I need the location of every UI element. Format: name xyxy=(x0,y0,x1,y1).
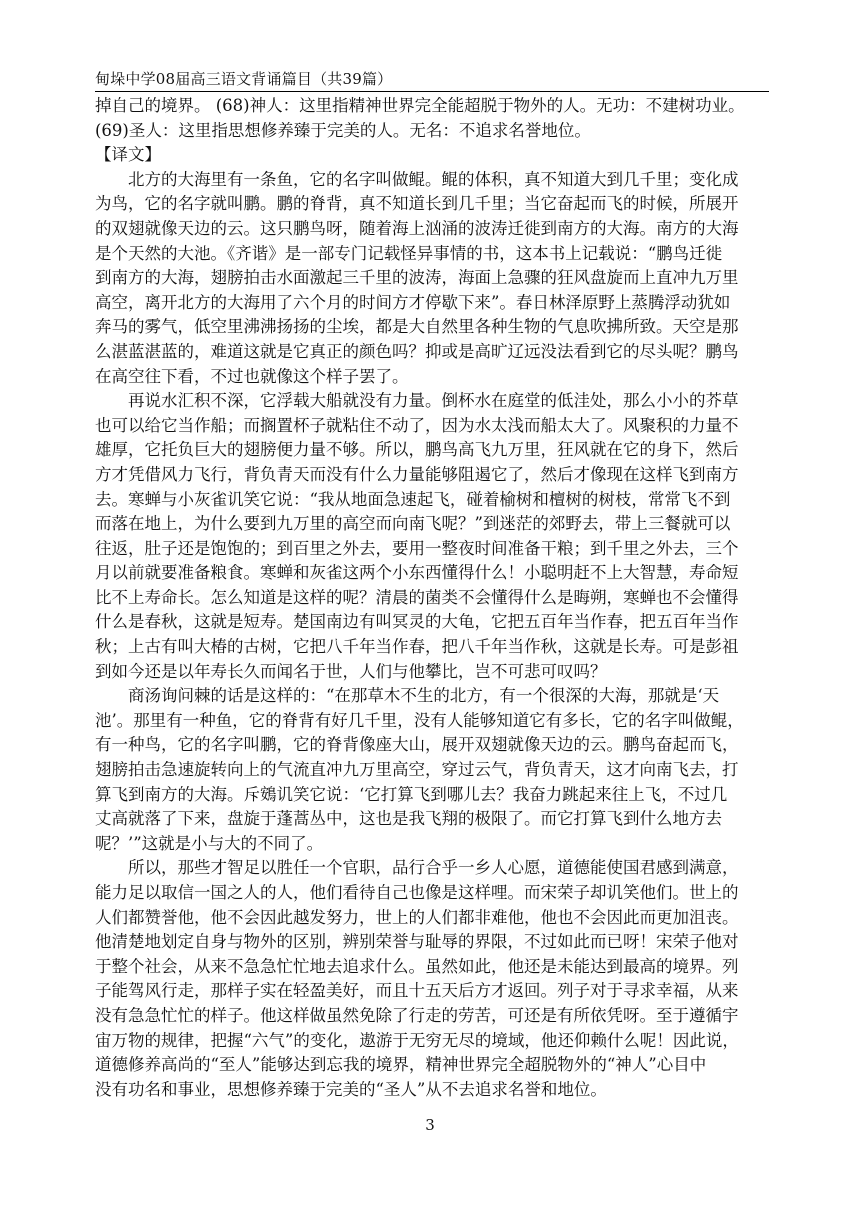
text-line: 再说水汇积不深，它浮载大船就没有力量。倒杯水在庭堂的低洼处，那么小小的芥草 xyxy=(128,391,739,411)
text-line: 方才凭借风力飞行，背负青天而没有什么力量能够阻遏它了，然后才像现在这样飞到南方 xyxy=(95,464,739,484)
text-line: 没有急急忙忙的样子。他这样做虽然免除了行走的劳苦，可还是有所依凭呀。至于遵循宇 xyxy=(95,1005,739,1025)
page-header: 甸垛中学08届高三语文背诵篇目（共39篇） xyxy=(95,70,393,88)
text-line: 到如今还是以年寿长久而闻名于世，人们与他攀比，岂不可悲可叹吗？ xyxy=(95,661,607,681)
text-line: 掉自己的境界。 (68)神人：这里指精神世界完全能超脱于物外的人。无功：不建树功业。 xyxy=(95,96,745,115)
text-line: 雄厚，它托负巨大的翅膀便力量不够。所以，鹏鸟高飞九万里，狂风就在它的身下，然后 xyxy=(95,440,739,460)
text-line: 于整个社会，从来不急急忙忙地去追求什么。虽然如此，他还是未能达到最高的境界。列 xyxy=(95,956,739,976)
header-rule xyxy=(95,91,769,92)
text-line: 翅膀拍击急速旋转向上的气流直冲九万里高空，穿过云气，背负青天，这才向南飞去，打 xyxy=(95,760,739,780)
text-line: 去。寒蝉与小灰雀讥笑它说：“我从地面急速起飞，碰着榆树和檀树的树枝，常常飞不到 xyxy=(95,489,731,509)
text-line: 他清楚地划定自身与物外的区别，辨别荣誉与耻辱的界限，不过如此而已呀！宋荣子他对 xyxy=(95,932,739,952)
text-line: 有一种鸟，它的名字叫鹏，它的脊背像座大山，展开双翅就像天边的云。鹏鸟奋起而飞， xyxy=(95,735,739,755)
section-heading: 【译文】 xyxy=(95,145,161,165)
text-line: 没有功名和事业，思想修养臻于完美的“圣人”从不去追求名誉和地位。 xyxy=(95,1079,607,1099)
text-line: 呢？’”这就是小与大的不同了。 xyxy=(95,833,324,853)
page-number: 3 xyxy=(425,1116,435,1134)
text-line: 是个天然的大池。《齐谐》是一部专门记载怪异事情的书，这本书上记载说：“鹏鸟迁徙 xyxy=(95,243,723,263)
text-line: 池’。那里有一种鱼，它的脊背有好几千里，没有人能够知道它有多长，它的名字叫做鲲， xyxy=(95,710,744,730)
text-line: 到南方的大海，翅膀拍击水面激起三千里的波涛，海面上急骤的狂风盘旋而上直冲九万里 xyxy=(95,268,739,288)
text-line: 也可以给它当作船；而搁置杯子就粘住不动了，因为水太浅而船太大了。风聚积的力量不 xyxy=(95,415,739,435)
text-line: 人们都赞誉他，他不会因此越发努力，世上的人们都非难他，他也不会因此而更加沮丧。 xyxy=(95,907,739,927)
text-line: 比不上寿命长。怎么知道是这样的呢？清晨的菌类不会懂得什么是晦朔，寒蝉也不会懂得 xyxy=(95,587,739,607)
text-line: 北方的大海里有一条鱼，它的名字叫做鲲。鲲的体积，真不知道大到几千里；变化成 xyxy=(128,169,739,189)
text-line: 宙万物的规律，把握“六气”的变化，遨游于无穷无尽的境域，他还仰赖什么呢！因此说， xyxy=(95,1030,739,1050)
text-line: 什么是春秋，这就是短寿。楚国南边有叫冥灵的大龟，它把五百年当作春，把五百年当作 xyxy=(95,612,739,632)
document-body xyxy=(95,94,775,1102)
text-line: 月以前就要准备粮食。寒蝉和灰雀这两个小东西懂得什么！小聪明赶不上大智慧，寿命短 xyxy=(95,563,739,583)
text-line: 丈高就落了下来，盘旋于蓬蒿丛中，这也是我飞翔的极限了。而它打算飞到什么地方去 xyxy=(95,809,722,829)
text-line: 在高空往下看，不过也就像这个样子罢了。 xyxy=(95,366,409,386)
text-line: 而落在地上，为什么要到九万里的高空而向南飞呢？”到迷茫的郊野去，带上三餐就可以 xyxy=(95,514,731,534)
text-line: 能力足以取信一国之人的人，他们看待自己也像是这样哩。而宋荣子却讥笑他们。世上的 xyxy=(95,883,739,902)
text-line: 为鸟，它的名字就叫鹏。鹏的脊背，真不知道长到几千里；当它奋起而飞的时候，所展开 xyxy=(95,194,739,214)
text-line: 往返，肚子还是饱饱的；到百里之外去，要用一整夜时间准备干粮；到千里之外去，三个 xyxy=(95,538,739,558)
text-line: 所以，那些才智足以胜任一个官职，品行合乎一乡人心愿，道德能使国君感到满意， xyxy=(128,858,739,878)
text-line: 的双翅就像天边的云。这只鹏鸟呀，随着海上汹涌的波涛迁徙到南方的大海。南方的大海 xyxy=(95,218,739,238)
text-line: 算飞到南方的大海。斥鴳讥笑它说：‘它打算飞到哪儿去？我奋力跳起来往上飞，不过几 xyxy=(95,784,728,804)
text-line: 商汤询问棘的话是这样的：“在那草木不生的北方，有一个很深的大海，那就是‘天 xyxy=(128,686,720,706)
text-line: 秋；上古有叫大椿的古树，它把八千年当作春，把八千年当作秋，这就是长寿。可是彭祖 xyxy=(95,637,739,657)
text-line: (69)圣人：这里指思想修养臻于完美的人。无名：不追求名誉地位。 xyxy=(95,120,591,140)
text-line: 高空，离开北方的大海用了六个月的时间方才停歇下来”。春日林泽原野上蒸腾浮动犹如 xyxy=(95,292,731,312)
text-line: 奔马的雾气，低空里沸沸扬扬的尘埃，都是大自然里各种生物的气息吹拂所致。天空是那 xyxy=(95,317,739,337)
text-line: 么湛蓝湛蓝的，难道这就是它真正的颜色吗？抑或是高旷辽远没法看到它的尽头呢？鹏鸟 xyxy=(95,341,739,361)
text-line: 子能驾风行走，那样子实在轻盈美好，而且十五天后方才返回。列子对于寻求幸福，从来 xyxy=(95,981,739,1001)
text-line: 道德修养高尚的“至人”能够达到忘我的境界，精神世界完全超脱物外的“神人”心目中 xyxy=(95,1055,707,1075)
